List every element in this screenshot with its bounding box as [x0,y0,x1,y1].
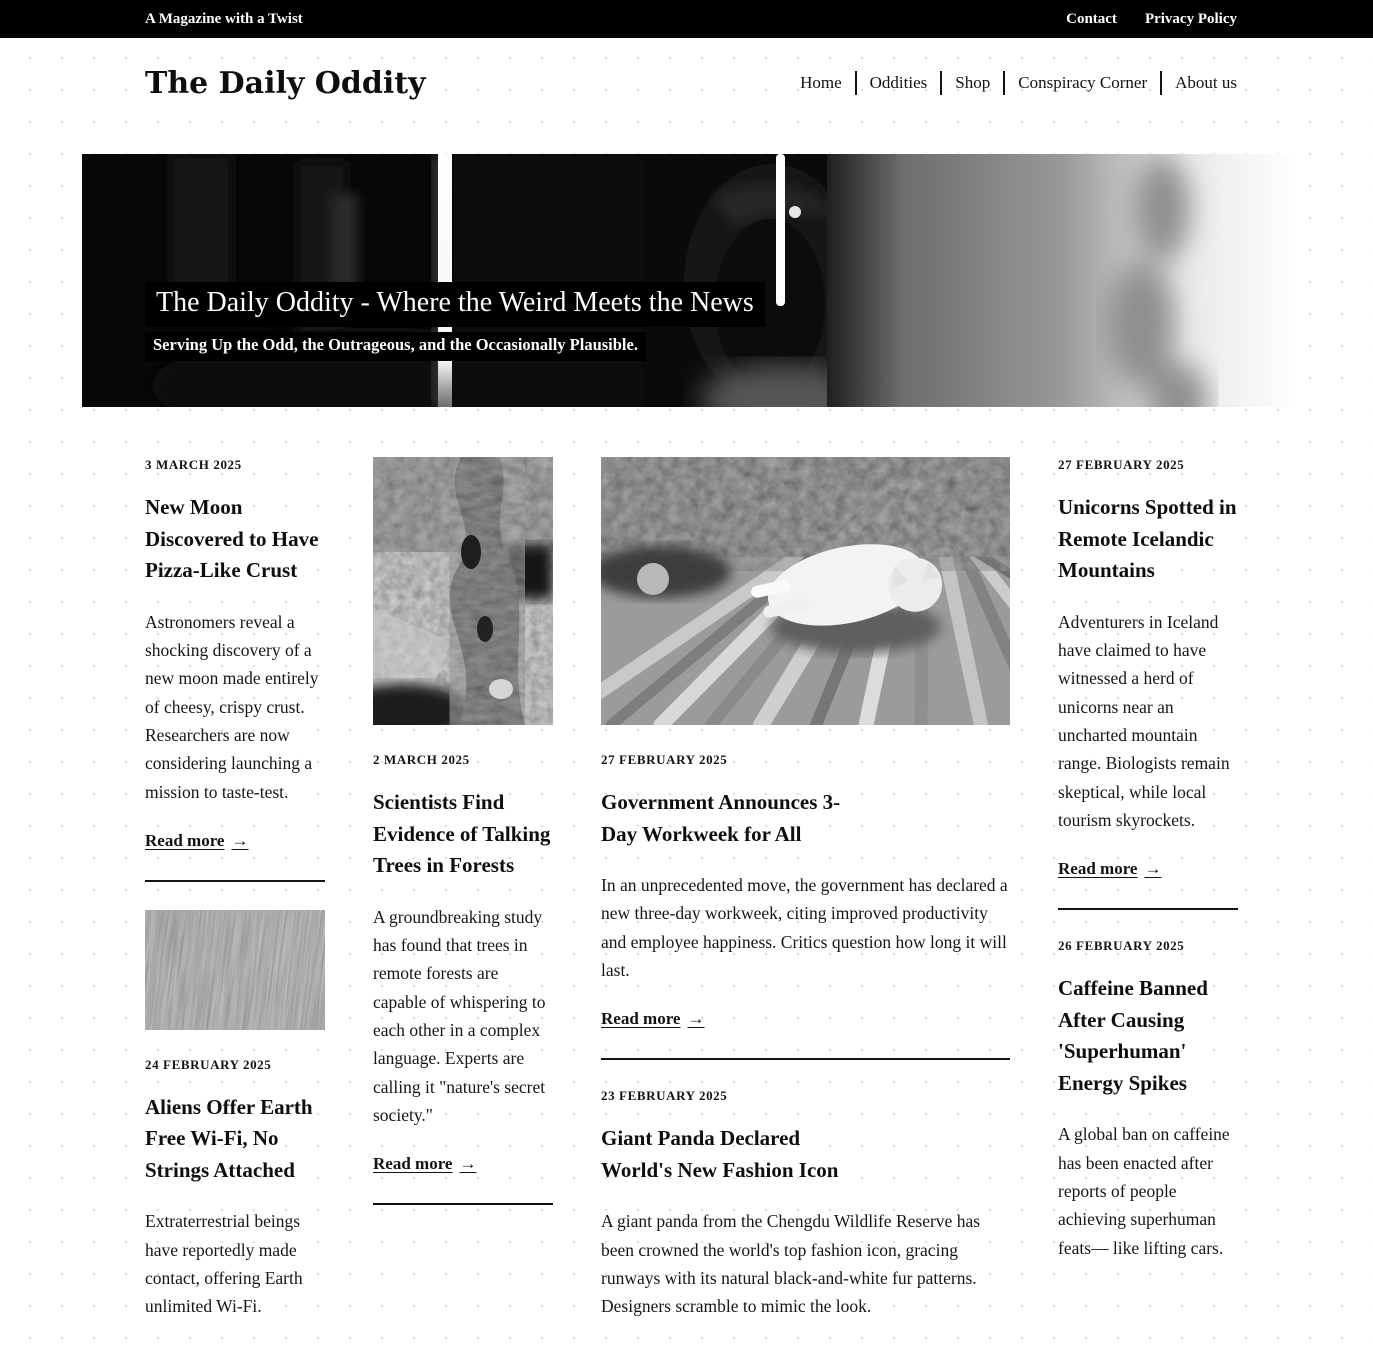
article-card [145,457,325,882]
topbar-link-privacy-policy[interactable]: Privacy Policy [1144,11,1237,27]
article-date: 24 FEBRUARY 2025 [145,1056,272,1072]
article-column-2 [373,457,553,1233]
article-card [1058,938,1238,1262]
article-title[interactable]: Unicorns Spotted in Remote Icelandic Mountains [1058,495,1237,582]
article-title[interactable]: Aliens Offer Earth Free Wi-Fi, No Strings Attached [145,1094,313,1182]
article-card [373,457,553,1205]
nav-item-oddities[interactable]: Oddities [855,71,941,95]
article-title[interactable]: Giant Panda Declared World's New Fashion Icon [601,1126,839,1182]
article-excerpt: Extraterrestrial beings have reportedly made contact, offering Earth unlimited Wi-Fi. [145,1211,303,1317]
article-title[interactable]: Scientists Find Evidence of Talking Trees in Forests [373,790,551,877]
article-title[interactable]: Caffeine Banned After Causing 'Superhuman' Energy Spikes [1058,976,1208,1095]
article-title[interactable]: Government Announces 3-Day Workweek for All [601,790,841,846]
article-card [145,910,325,1321]
arrow-right-icon: → [459,1154,477,1174]
hero-banner [82,154,1300,407]
card-divider [145,880,325,882]
article-card [1058,457,1238,910]
article-excerpt: A global ban on caffeine has been enacted after reports of people achieving superhuman feats— like lifting cars. [1058,1124,1230,1258]
article-excerpt: In an unprecedented move, the government has declared a new three-day workweek, citing improved productivity and employee happiness. Critics question how long it will last. [601,875,1008,981]
card-divider [601,1058,1010,1060]
article-image-cat-on-bamboo[interactable] [601,457,1010,725]
article-column-3 [601,457,1010,1346]
article-excerpt: Astronomers reveal a shocking discovery of a new moon made entirely of cheesy, crispy crust. Researchers are now considering launching a mission to taste-test. [145,611,319,802]
read-more-link[interactable]: Read more → [145,830,249,850]
arrow-right-icon: → [1144,859,1162,879]
topbar [0,0,1373,38]
article-date: 27 FEBRUARY 2025 [1058,457,1185,472]
nav-item-conspiracy-corner[interactable]: Conspiracy Corner [1003,71,1160,95]
article-date: 27 FEBRUARY 2025 [601,752,728,767]
site-title[interactable]: The Daily Oddity [145,65,426,101]
article-excerpt: A giant panda from the Chengdu Wildlife Reserve has been crowned the world's top fashion icon, gracing runways with its natural black-and-white fur patterns. Designers scramble to mimic the look. [601,1211,981,1317]
hero-image-dog-eye [82,154,1300,407]
nav-item-home[interactable]: Home [800,72,842,92]
nav-item-shop[interactable]: Shop [940,71,1003,95]
article-date: 3 MARCH 2025 [145,457,242,472]
arrow-right-icon: → [687,1009,705,1029]
site-tagline: A Magazine with a Twist [145,10,303,27]
topbar-link-contact[interactable]: Contact [1066,11,1117,27]
article-excerpt: A groundbreaking study has found that trees in remote forests are capable of whispering to each other in a complex language. Experts are calling it "nature's secret society." [373,906,546,1125]
card-divider [373,1203,553,1205]
main-nav [800,71,1237,95]
hero-title: The Daily Oddity - Where the Weird Meets the News [145,282,765,327]
article-grid [145,457,1238,1346]
arrow-right-icon: → [231,830,249,850]
article-column-1 [145,457,325,1346]
card-divider [1058,908,1238,910]
article-title[interactable]: New Moon Discovered to Have Pizza-Like Crust [145,495,319,582]
masthead [145,38,1237,128]
read-more-link[interactable]: Read more → [373,1154,477,1174]
article-excerpt: Adventurers in Iceland have claimed to have witnessed a herd of unicorns near an uncharted mountain range. Biologists remain skeptical, while local tourism skyrockets. [1058,611,1230,830]
topbar-links [1042,10,1237,28]
article-date: 26 FEBRUARY 2025 [1058,938,1185,954]
article-date: 23 FEBRUARY 2025 [601,1088,728,1104]
article-card [601,1088,1010,1320]
nav-item-about-us[interactable]: About us [1160,71,1237,95]
article-image-gnarled-tree[interactable] [373,457,553,725]
article-column-4 [1058,457,1238,1287]
read-more-link[interactable]: Read more → [601,1009,705,1029]
article-date: 2 MARCH 2025 [373,752,470,767]
article-card [601,457,1010,1060]
read-more-link[interactable]: Read more → [1058,859,1162,879]
article-image-fur-texture[interactable] [145,910,325,1030]
hero-subtitle: Serving Up the Odd, the Outrageous, and the Occasionally Plausible. [145,332,646,361]
